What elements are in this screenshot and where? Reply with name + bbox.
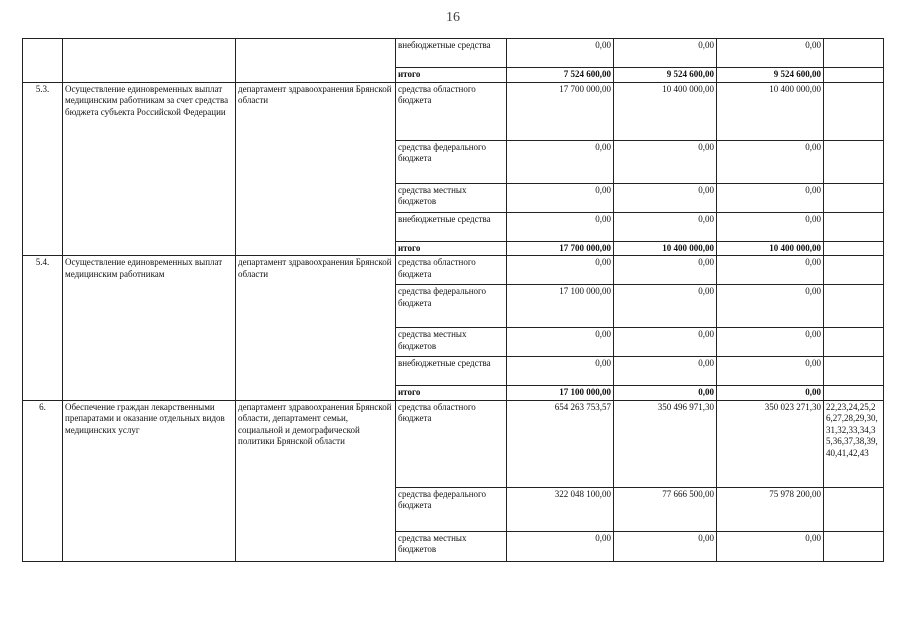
total-cell: 0,00 <box>717 386 824 401</box>
budget-source: внебюджетные средства <box>396 212 507 241</box>
total-label: итого <box>396 241 507 256</box>
amount-cell: 350 023 271,30 <box>717 400 824 487</box>
budget-source: средства областного бюджета <box>396 400 507 487</box>
amount-cell: 0,00 <box>614 531 717 561</box>
total-cell: 9 524 600,00 <box>717 68 824 83</box>
amount-cell: 350 496 971,30 <box>614 400 717 487</box>
budget-source: средства областного бюджета <box>396 82 507 140</box>
budget-source: средства местных бюджетов <box>396 531 507 561</box>
executor: департамент здравоохранения Брянской области <box>236 256 396 401</box>
amount-cell: 0,00 <box>717 531 824 561</box>
amount-cell: 322 048 100,00 <box>507 487 614 531</box>
total-cell: 0,00 <box>614 386 717 401</box>
amount-cell: 0,00 <box>614 357 717 386</box>
amount-cell: 0,00 <box>507 183 614 212</box>
amount-cell: 10 400 000,00 <box>717 82 824 140</box>
budget-source: средства местных бюджетов <box>396 183 507 212</box>
total-cell: 9 524 600,00 <box>614 68 717 83</box>
budget-source: средства федерального бюджета <box>396 285 507 328</box>
total-cell: 7 524 600,00 <box>507 68 614 83</box>
amount-cell: 0,00 <box>614 328 717 357</box>
amount-cell: 17 100 000,00 <box>507 285 614 328</box>
amount-cell: 0,00 <box>507 140 614 183</box>
total-cell: 10 400 000,00 <box>717 241 824 256</box>
table-row <box>23 82 884 140</box>
budget-source: средства областного бюджета <box>396 256 507 285</box>
budget-source: средства федерального бюджета <box>396 140 507 183</box>
amount-cell: 0,00 <box>717 212 824 241</box>
amount-cell: 0,00 <box>717 256 824 285</box>
indicator-links: 22,23,24,25,26,27,28,29,30,31,32,33,34,35,36,37,38,39,40,41,42,43 <box>824 400 884 487</box>
amount-cell: 0,00 <box>717 39 824 68</box>
budget-table <box>22 38 884 562</box>
row-number: 6. <box>23 400 63 561</box>
row-number: 5.3. <box>23 82 63 256</box>
budget-source: внебюджетные средства <box>396 39 507 68</box>
amount-cell: 0,00 <box>614 285 717 328</box>
amount-cell: 75 978 200,00 <box>717 487 824 531</box>
table-row <box>23 400 884 487</box>
amount-cell: 10 400 000,00 <box>614 82 717 140</box>
amount-cell: 77 666 500,00 <box>614 487 717 531</box>
amount-cell: 17 700 000,00 <box>507 82 614 140</box>
measure-name: Осуществление единовременных выплат медицинским работникам за счет средства бюджета субъекта Российской Федерации <box>63 82 236 256</box>
total-label: итого <box>396 68 507 83</box>
amount-cell: 0,00 <box>507 212 614 241</box>
budget-source: средства федерального бюджета <box>396 487 507 531</box>
total-cell: 17 100 000,00 <box>507 386 614 401</box>
amount-cell: 0,00 <box>717 328 824 357</box>
amount-cell: 0,00 <box>507 39 614 68</box>
measure-name: Осуществление единовременных выплат медицинским работникам <box>63 256 236 401</box>
total-cell: 17 700 000,00 <box>507 241 614 256</box>
measure-name: Обеспечение граждан лекарственными препаратами и оказание отдельных видов медицинских услуг <box>63 400 236 561</box>
amount-cell: 0,00 <box>717 140 824 183</box>
amount-cell: 0,00 <box>614 212 717 241</box>
executor: департамент здравоохранения Брянской области, департамент семьи, социальной и демографической политики Брянской области <box>236 400 396 561</box>
amount-cell: 0,00 <box>614 39 717 68</box>
amount-cell: 0,00 <box>507 531 614 561</box>
row-number: 5.4. <box>23 256 63 401</box>
amount-cell: 0,00 <box>507 357 614 386</box>
budget-source: средства местных бюджетов <box>396 328 507 357</box>
executor: департамент здравоохранения Брянской области <box>236 82 396 256</box>
amount-cell: 0,00 <box>717 357 824 386</box>
budget-source: внебюджетные средства <box>396 357 507 386</box>
amount-cell: 0,00 <box>717 285 824 328</box>
page-number: 16 <box>446 10 460 25</box>
amount-cell: 654 263 753,57 <box>507 400 614 487</box>
total-label: итого <box>396 386 507 401</box>
table-row <box>23 256 884 285</box>
total-cell: 10 400 000,00 <box>614 241 717 256</box>
amount-cell: 0,00 <box>717 183 824 212</box>
table-row <box>23 39 884 68</box>
amount-cell: 0,00 <box>507 256 614 285</box>
amount-cell: 0,00 <box>507 328 614 357</box>
amount-cell: 0,00 <box>614 140 717 183</box>
amount-cell: 0,00 <box>614 256 717 285</box>
amount-cell: 0,00 <box>614 183 717 212</box>
